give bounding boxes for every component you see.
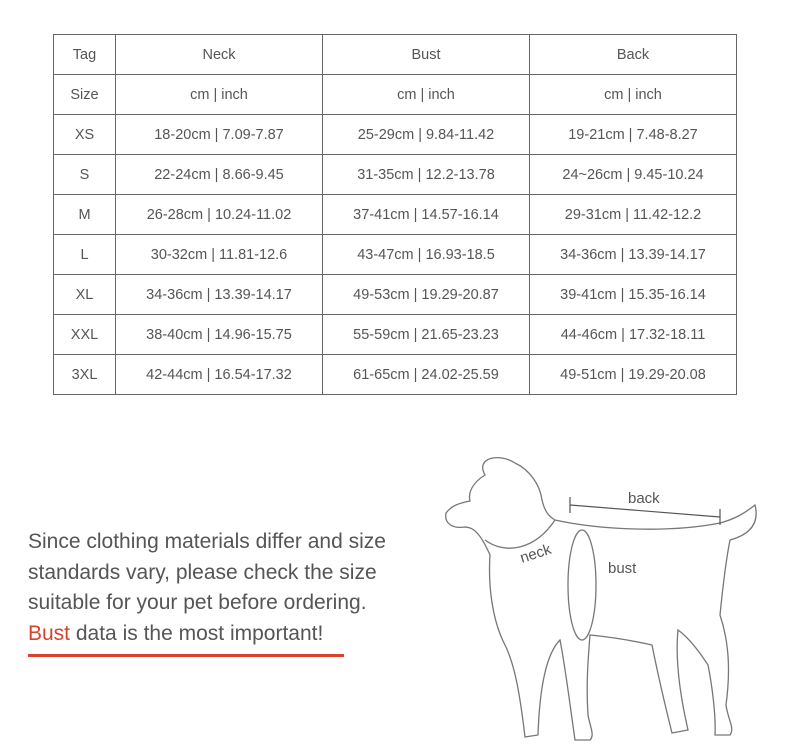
measurement-cell: 34-36cm | 13.39-14.17 — [530, 235, 737, 275]
measurement-cell: cm | inch — [530, 75, 737, 115]
measurement-cell: 30-32cm | 11.81-12.6 — [116, 235, 323, 275]
dog-outline — [446, 458, 756, 740]
measurement-cell: 25-29cm | 9.84-11.42 — [323, 115, 530, 155]
table-row — [54, 315, 737, 355]
measurement-cell: cm | inch — [116, 75, 323, 115]
bust-label: bust — [608, 560, 637, 577]
measurement-cell: 29-31cm | 11.42-12.2 — [530, 195, 737, 235]
size-tag-cell: XS — [54, 115, 116, 155]
measurement-cell: 49-51cm | 19.29-20.08 — [530, 355, 737, 395]
measurement-cell: 43-47cm | 16.93-18.5 — [323, 235, 530, 275]
size-tag-cell: 3XL — [54, 355, 116, 395]
size-tag-cell: M — [54, 195, 116, 235]
measurement-cell: 26-28cm | 10.24-11.02 — [116, 195, 323, 235]
size-chart-table — [53, 34, 737, 395]
table-row — [54, 355, 737, 395]
note-line: suitable for your pet before ordering. — [28, 591, 367, 614]
size-advice-note — [28, 527, 386, 649]
measurement-cell: Neck — [116, 35, 323, 75]
size-tag-cell: S — [54, 155, 116, 195]
table-header-row — [54, 35, 737, 75]
table-row — [54, 195, 737, 235]
neck-label: neck — [517, 540, 554, 567]
accent-underline — [28, 654, 344, 657]
note-line: standards vary, please check the size — [28, 560, 377, 584]
size-tag-cell: XXL — [54, 315, 116, 355]
bust-ring — [568, 530, 596, 640]
table-row — [54, 235, 737, 275]
note-line-rest: data is the most important! — [70, 621, 324, 645]
table-row — [54, 155, 737, 195]
measurement-cell: 18-20cm | 7.09-7.87 — [116, 115, 323, 155]
measurement-cell: 44-46cm | 17.32-18.11 — [530, 315, 737, 355]
measurement-cell: Back — [530, 35, 737, 75]
measurement-cell: cm | inch — [323, 75, 530, 115]
bust-highlight: Bust — [28, 621, 71, 645]
back-label: back — [628, 490, 660, 507]
measurement-cell: 61-65cm | 24.02-25.59 — [323, 355, 530, 395]
size-tag-cell: XL — [54, 275, 116, 315]
measurement-cell: 34-36cm | 13.39-14.17 — [116, 275, 323, 315]
measurement-cell: 24~26cm | 9.45-10.24 — [530, 155, 737, 195]
size-tag-cell: Size — [54, 75, 116, 115]
measurement-cell: 39-41cm | 15.35-16.14 — [530, 275, 737, 315]
table-row — [54, 275, 737, 315]
size-tag-cell: L — [54, 235, 116, 275]
table-units-row — [54, 75, 737, 115]
measurement-cell: 55-59cm | 21.65-23.23 — [323, 315, 530, 355]
measurement-cell: 19-21cm | 7.48-8.27 — [530, 115, 737, 155]
measurement-cell: 42-44cm | 16.54-17.32 — [116, 355, 323, 395]
note-line: Since clothing materials differ and size — [28, 530, 386, 553]
measurement-cell: 38-40cm | 14.96-15.75 — [116, 315, 323, 355]
measurement-cell: 22-24cm | 8.66-9.45 — [116, 155, 323, 195]
measurement-cell: 37-41cm | 14.57-16.14 — [323, 195, 530, 235]
measurement-cell: Bust — [323, 35, 530, 75]
measurement-cell: 49-53cm | 19.29-20.87 — [323, 275, 530, 315]
dog-measurement-diagram — [430, 445, 770, 750]
note-line — [28, 619, 386, 650]
size-tag-cell: Tag — [54, 35, 116, 75]
measurement-cell: 31-35cm | 12.2-13.78 — [323, 155, 530, 195]
table-row — [54, 115, 737, 155]
